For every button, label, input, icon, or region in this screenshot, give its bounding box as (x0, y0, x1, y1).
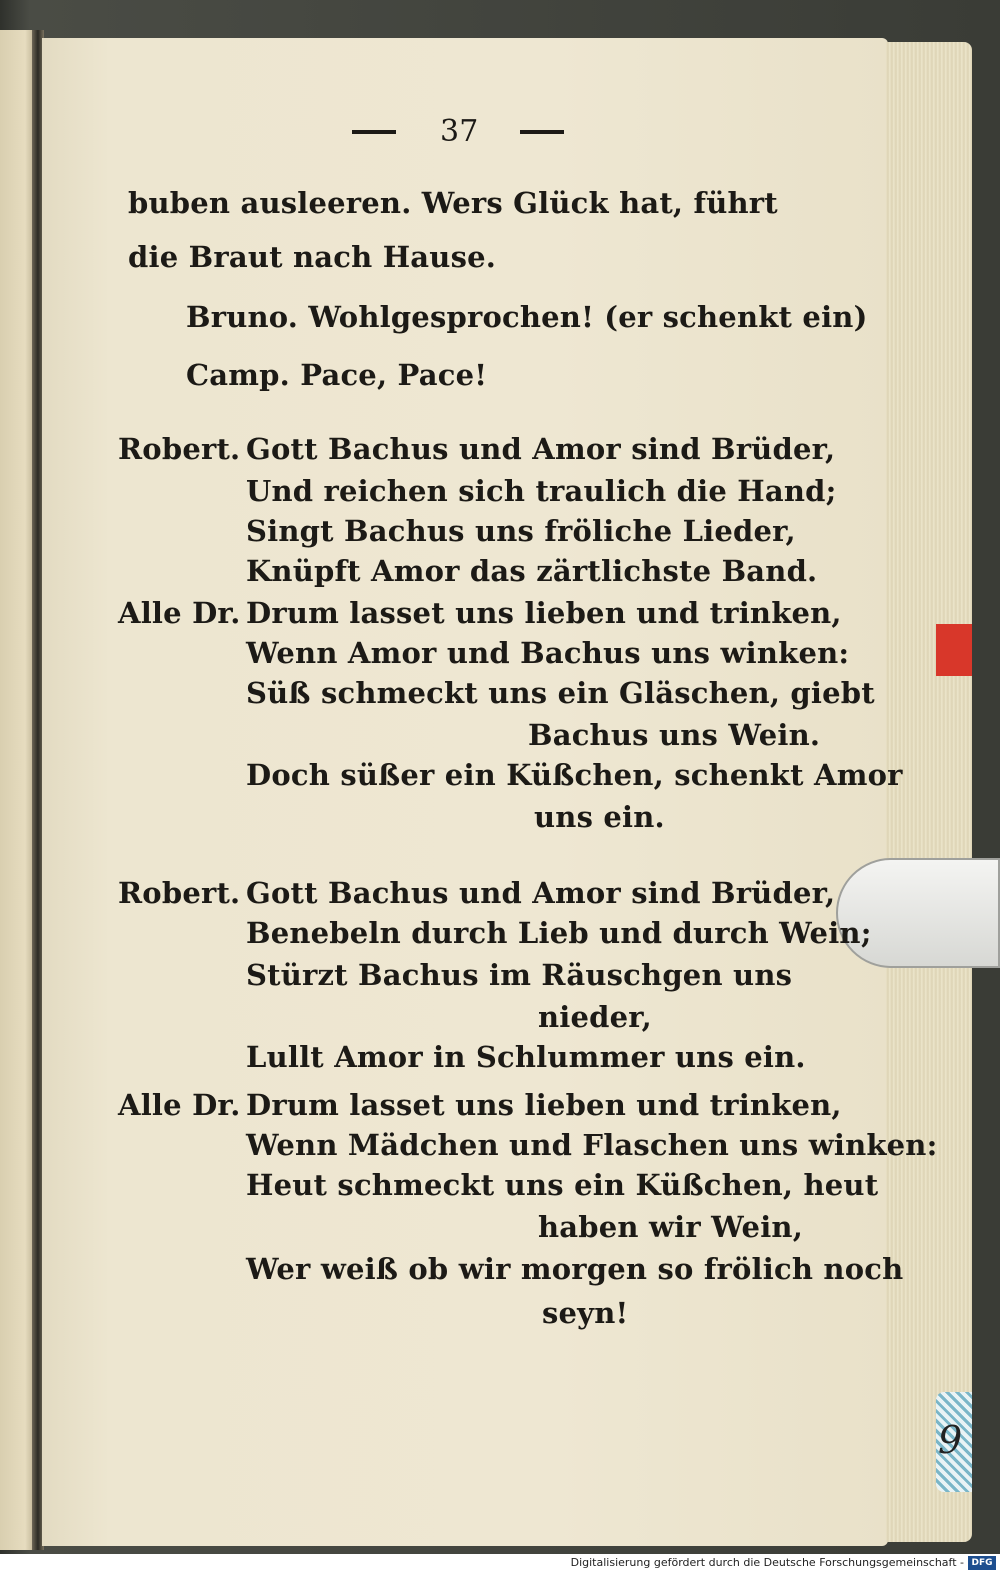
speaker-label: Alle Dr. (118, 596, 241, 630)
verse-line: Singt Bachus uns fröliche Lieder, (246, 514, 796, 548)
speaker-label: Robert. (118, 432, 241, 466)
verse-line: Wer weiß ob wir morgen so frölich noch (246, 1252, 904, 1286)
verse-line: Heut schmeckt uns ein Küßchen, heut (246, 1168, 879, 1202)
verse-line: Doch süßer ein Küßchen, schenkt Amor (246, 758, 903, 792)
verse-line: haben wir Wein, (538, 1210, 803, 1244)
speaker-label: Robert. (118, 876, 241, 910)
verse-line: Benebeln durch Lieb und durch Wein; (246, 916, 872, 950)
text-line: die Braut nach Hause. (128, 240, 497, 274)
header-dash-left (352, 130, 396, 134)
verse-line: Knüpft Amor das zärtlichste Band. (246, 554, 818, 588)
text-line: buben ausleeren. Wers Glück hat, führt (128, 186, 778, 220)
verse-line: uns ein. (534, 800, 665, 834)
verse-line: Drum lasset uns lieben und trinken, (246, 596, 842, 630)
verse-line: Wenn Mädchen und Flaschen uns winken: (246, 1128, 938, 1162)
verse-line: Lullt Amor in Schlummer uns ein. (246, 1040, 806, 1074)
verse-line: nieder, (538, 1000, 652, 1034)
header-dash-right (520, 130, 564, 134)
verse-line: seyn! (542, 1296, 629, 1330)
footer-credit: Digitalisierung gefördert durch die Deutsche Forschungsgemeinschaft - (570, 1556, 964, 1569)
verse-line: Gott Bachus und Amor sind Brüder, (246, 876, 836, 910)
verse-line: Drum lasset uns lieben und trinken, (246, 1088, 842, 1122)
verse-line: Süß schmeckt uns ein Gläschen, giebt (246, 676, 875, 710)
verse-line: Und reichen sich traulich die Hand; (246, 474, 837, 508)
page-number: 37 (440, 114, 479, 149)
red-marker-strip (936, 624, 972, 676)
text-line: Camp. Pace, Pace! (186, 358, 488, 392)
ribbon-mark: 9 (938, 1418, 963, 1462)
page-turn-tab[interactable] (836, 858, 1000, 968)
text-line: Bruno. Wohlgesprochen! (er schenkt ein) (186, 300, 868, 334)
verse-line: Wenn Amor und Bachus uns winken: (246, 636, 850, 670)
verse-line: Gott Bachus und Amor sind Brüder, (246, 432, 836, 466)
verse-line: Stürzt Bachus im Räuschgen uns (246, 958, 793, 992)
dfg-logo: DFG (968, 1556, 996, 1570)
speaker-label: Alle Dr. (118, 1088, 241, 1122)
facing-page-edge (0, 30, 36, 1550)
page-block-edge (886, 42, 972, 1542)
verse-line: Bachus uns Wein. (528, 718, 821, 752)
